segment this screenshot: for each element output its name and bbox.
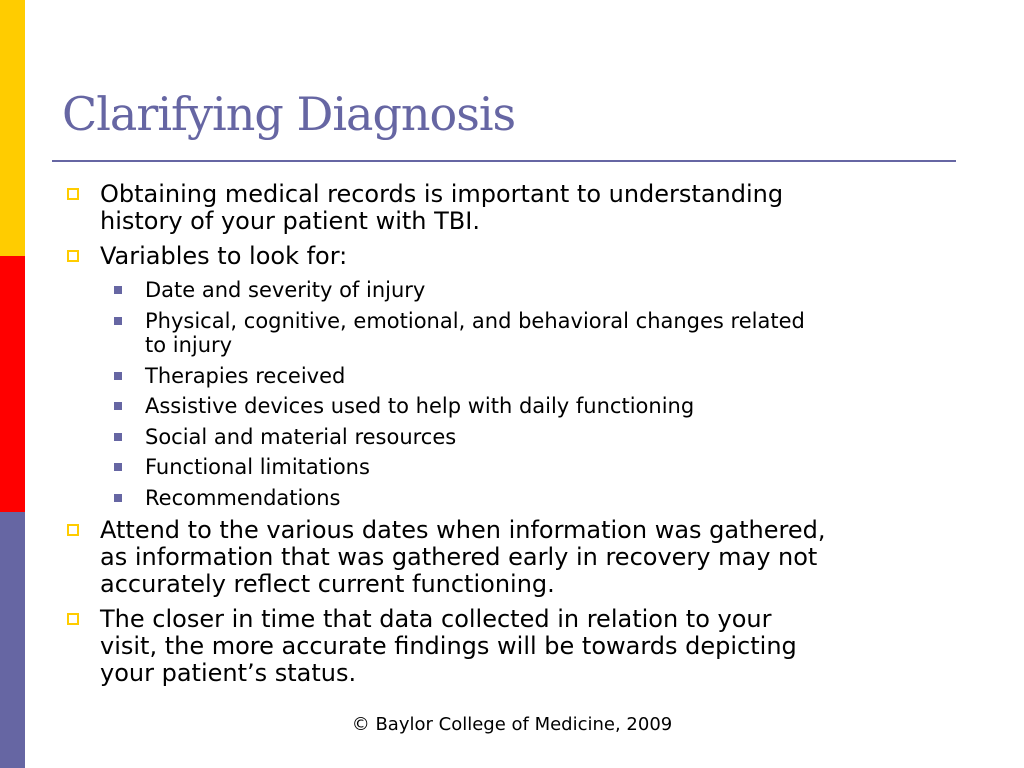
sub-bullet-line: to injury <box>145 333 233 357</box>
bullet-closer-in-time <box>100 606 980 687</box>
filled-square-bullet-icon <box>114 494 122 502</box>
bullet-line: Obtaining medical records is important to understanding <box>100 180 784 208</box>
bullet-line: visit, the more accurate findings will be towards depicting <box>100 632 797 660</box>
sub-bullet-changes <box>145 309 965 357</box>
hollow-square-bullet-icon <box>67 250 79 262</box>
bullet-line: as information that was gathered early in recovery may not <box>100 543 818 571</box>
sub-bullet-line: Social and material resources <box>145 425 457 449</box>
left-band-yellow <box>0 0 25 256</box>
filled-square-bullet-icon <box>114 286 122 294</box>
hollow-square-bullet-icon <box>67 188 79 200</box>
sub-bullet-line: Assistive devices used to help with daily functioning <box>145 394 695 418</box>
sub-bullet-line: Physical, cognitive, emotional, and behavioral changes related <box>145 309 805 333</box>
sub-bullet-line: Recommendations <box>145 486 341 510</box>
sub-bullet-recommendations <box>145 486 965 510</box>
sub-bullet-date-severity <box>145 278 965 302</box>
title-underline <box>52 160 956 162</box>
bullet-line: Variables to look for: <box>100 242 348 270</box>
sub-bullet-limitations <box>145 455 965 479</box>
bullet-line: history of your patient with TBI. <box>100 207 480 235</box>
filled-square-bullet-icon <box>114 372 122 380</box>
sub-bullet-therapies <box>145 364 965 388</box>
filled-square-bullet-icon <box>114 402 122 410</box>
footer-copyright: © Baylor College of Medicine, 2009 <box>351 714 673 735</box>
bullet-line: The closer in time that data collected in relation to your <box>100 605 772 633</box>
slide-title: Clarifying Diagnosis <box>62 87 516 141</box>
left-band-red <box>0 256 25 512</box>
sub-bullet-line: Functional limitations <box>145 455 370 479</box>
bullet-line: your patient’s status. <box>100 659 357 687</box>
bullet-line: Attend to the various dates when information was gathered, <box>100 516 826 544</box>
bullet-medical-records <box>100 181 980 235</box>
hollow-square-bullet-icon <box>67 613 79 625</box>
filled-square-bullet-icon <box>114 433 122 441</box>
bullet-dates <box>100 517 980 598</box>
filled-square-bullet-icon <box>114 463 122 471</box>
sub-bullet-line: Date and severity of injury <box>145 278 426 302</box>
filled-square-bullet-icon <box>114 317 122 325</box>
sub-bullet-resources <box>145 425 965 449</box>
sub-bullet-assistive-devices <box>145 394 965 418</box>
bullet-line: accurately reflect current functioning. <box>100 570 555 598</box>
sub-bullet-line: Therapies received <box>145 364 346 388</box>
hollow-square-bullet-icon <box>67 524 79 536</box>
bullet-variables <box>100 243 980 270</box>
